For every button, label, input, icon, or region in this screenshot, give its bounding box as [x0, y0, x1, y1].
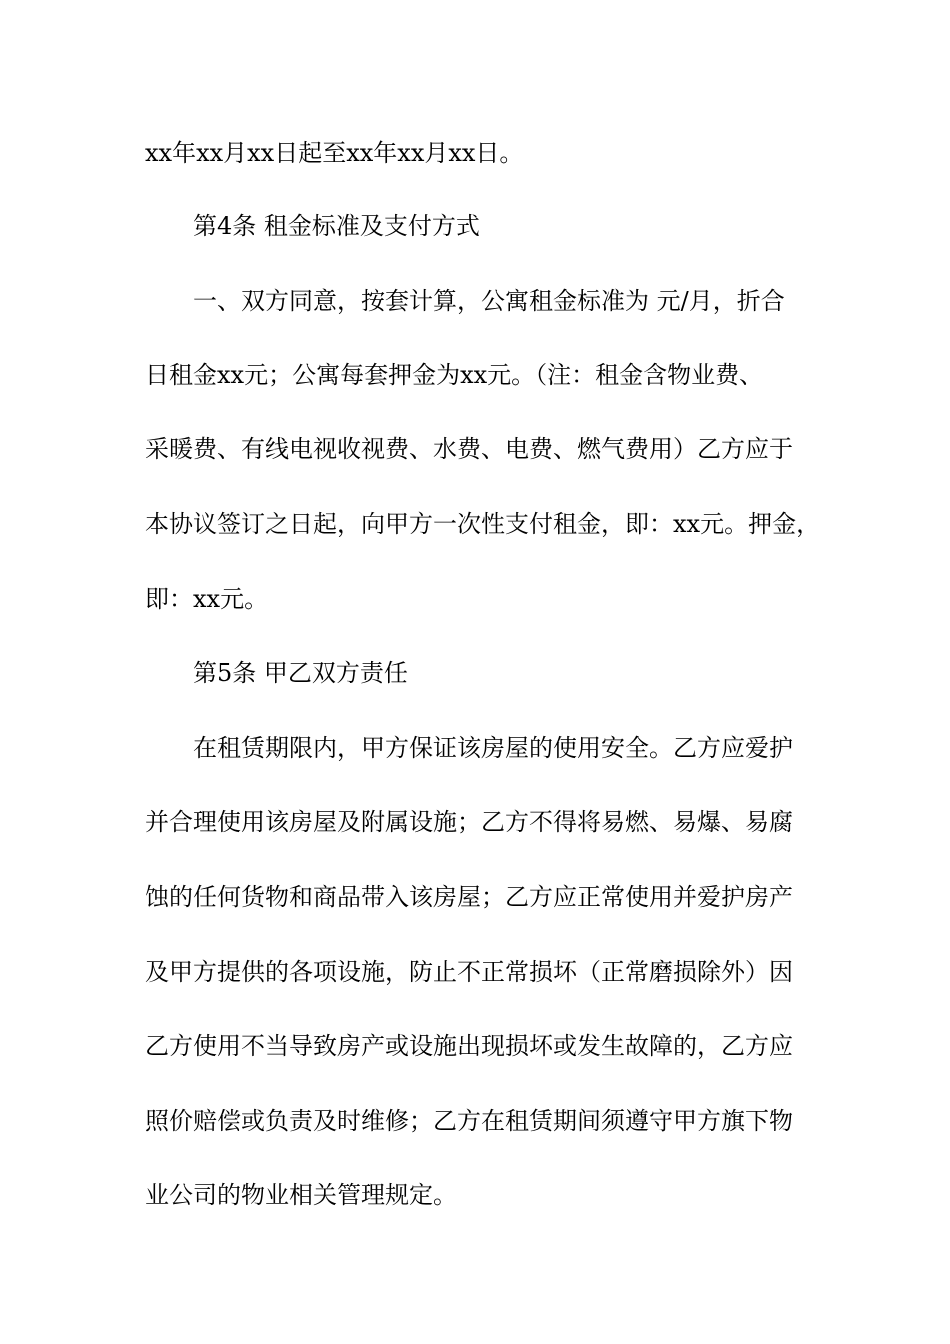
text-line-7: 即：xx元。 [145, 585, 269, 613]
article-4-heading: 第4条 租金标准及支付方式 [193, 212, 480, 240]
article-5-heading: 第5条 甲乙双方责任 [193, 659, 408, 687]
text-line-5: 采暖费、有线电视收视费、水费、电费、燃气费用）乙方应于 [145, 435, 793, 463]
text-line-6: 本协议签订之日起，向甲方一次性支付租金，即：xx元。押金， [145, 510, 821, 538]
text-line-12: 及甲方提供的各项设施，防止不正常损坏（正常磨损除外）因 [145, 958, 793, 986]
text-line-14: 照价赔偿或负责及时维修；乙方在租赁期间须遵守甲方旗下物 [145, 1107, 793, 1135]
text-line-3: 一、双方同意，按套计算，公寓租金标准为 元/月，折合 [193, 287, 785, 315]
text-line-13: 乙方使用不当导致房产或设施出现损坏或发生故障的，乙方应 [145, 1032, 793, 1060]
text-line-15: 业公司的物业相关管理规定。 [145, 1181, 457, 1209]
text-line-11: 蚀的任何货物和商品带入该房屋；乙方应正常使用并爱护房产 [145, 883, 793, 911]
text-line-4: 日租金xx元；公寓每套押金为xx元。（注：租金含物业费、 [145, 361, 764, 389]
text-line-9: 在租赁期限内，甲方保证该房屋的使用安全。乙方应爱护 [193, 734, 793, 762]
text-line-10: 并合理使用该房屋及附属设施；乙方不得将易燃、易爆、易腐 [145, 808, 793, 836]
text-line-1: xx年xx月xx日起至xx年xx月xx日。 [145, 139, 524, 167]
